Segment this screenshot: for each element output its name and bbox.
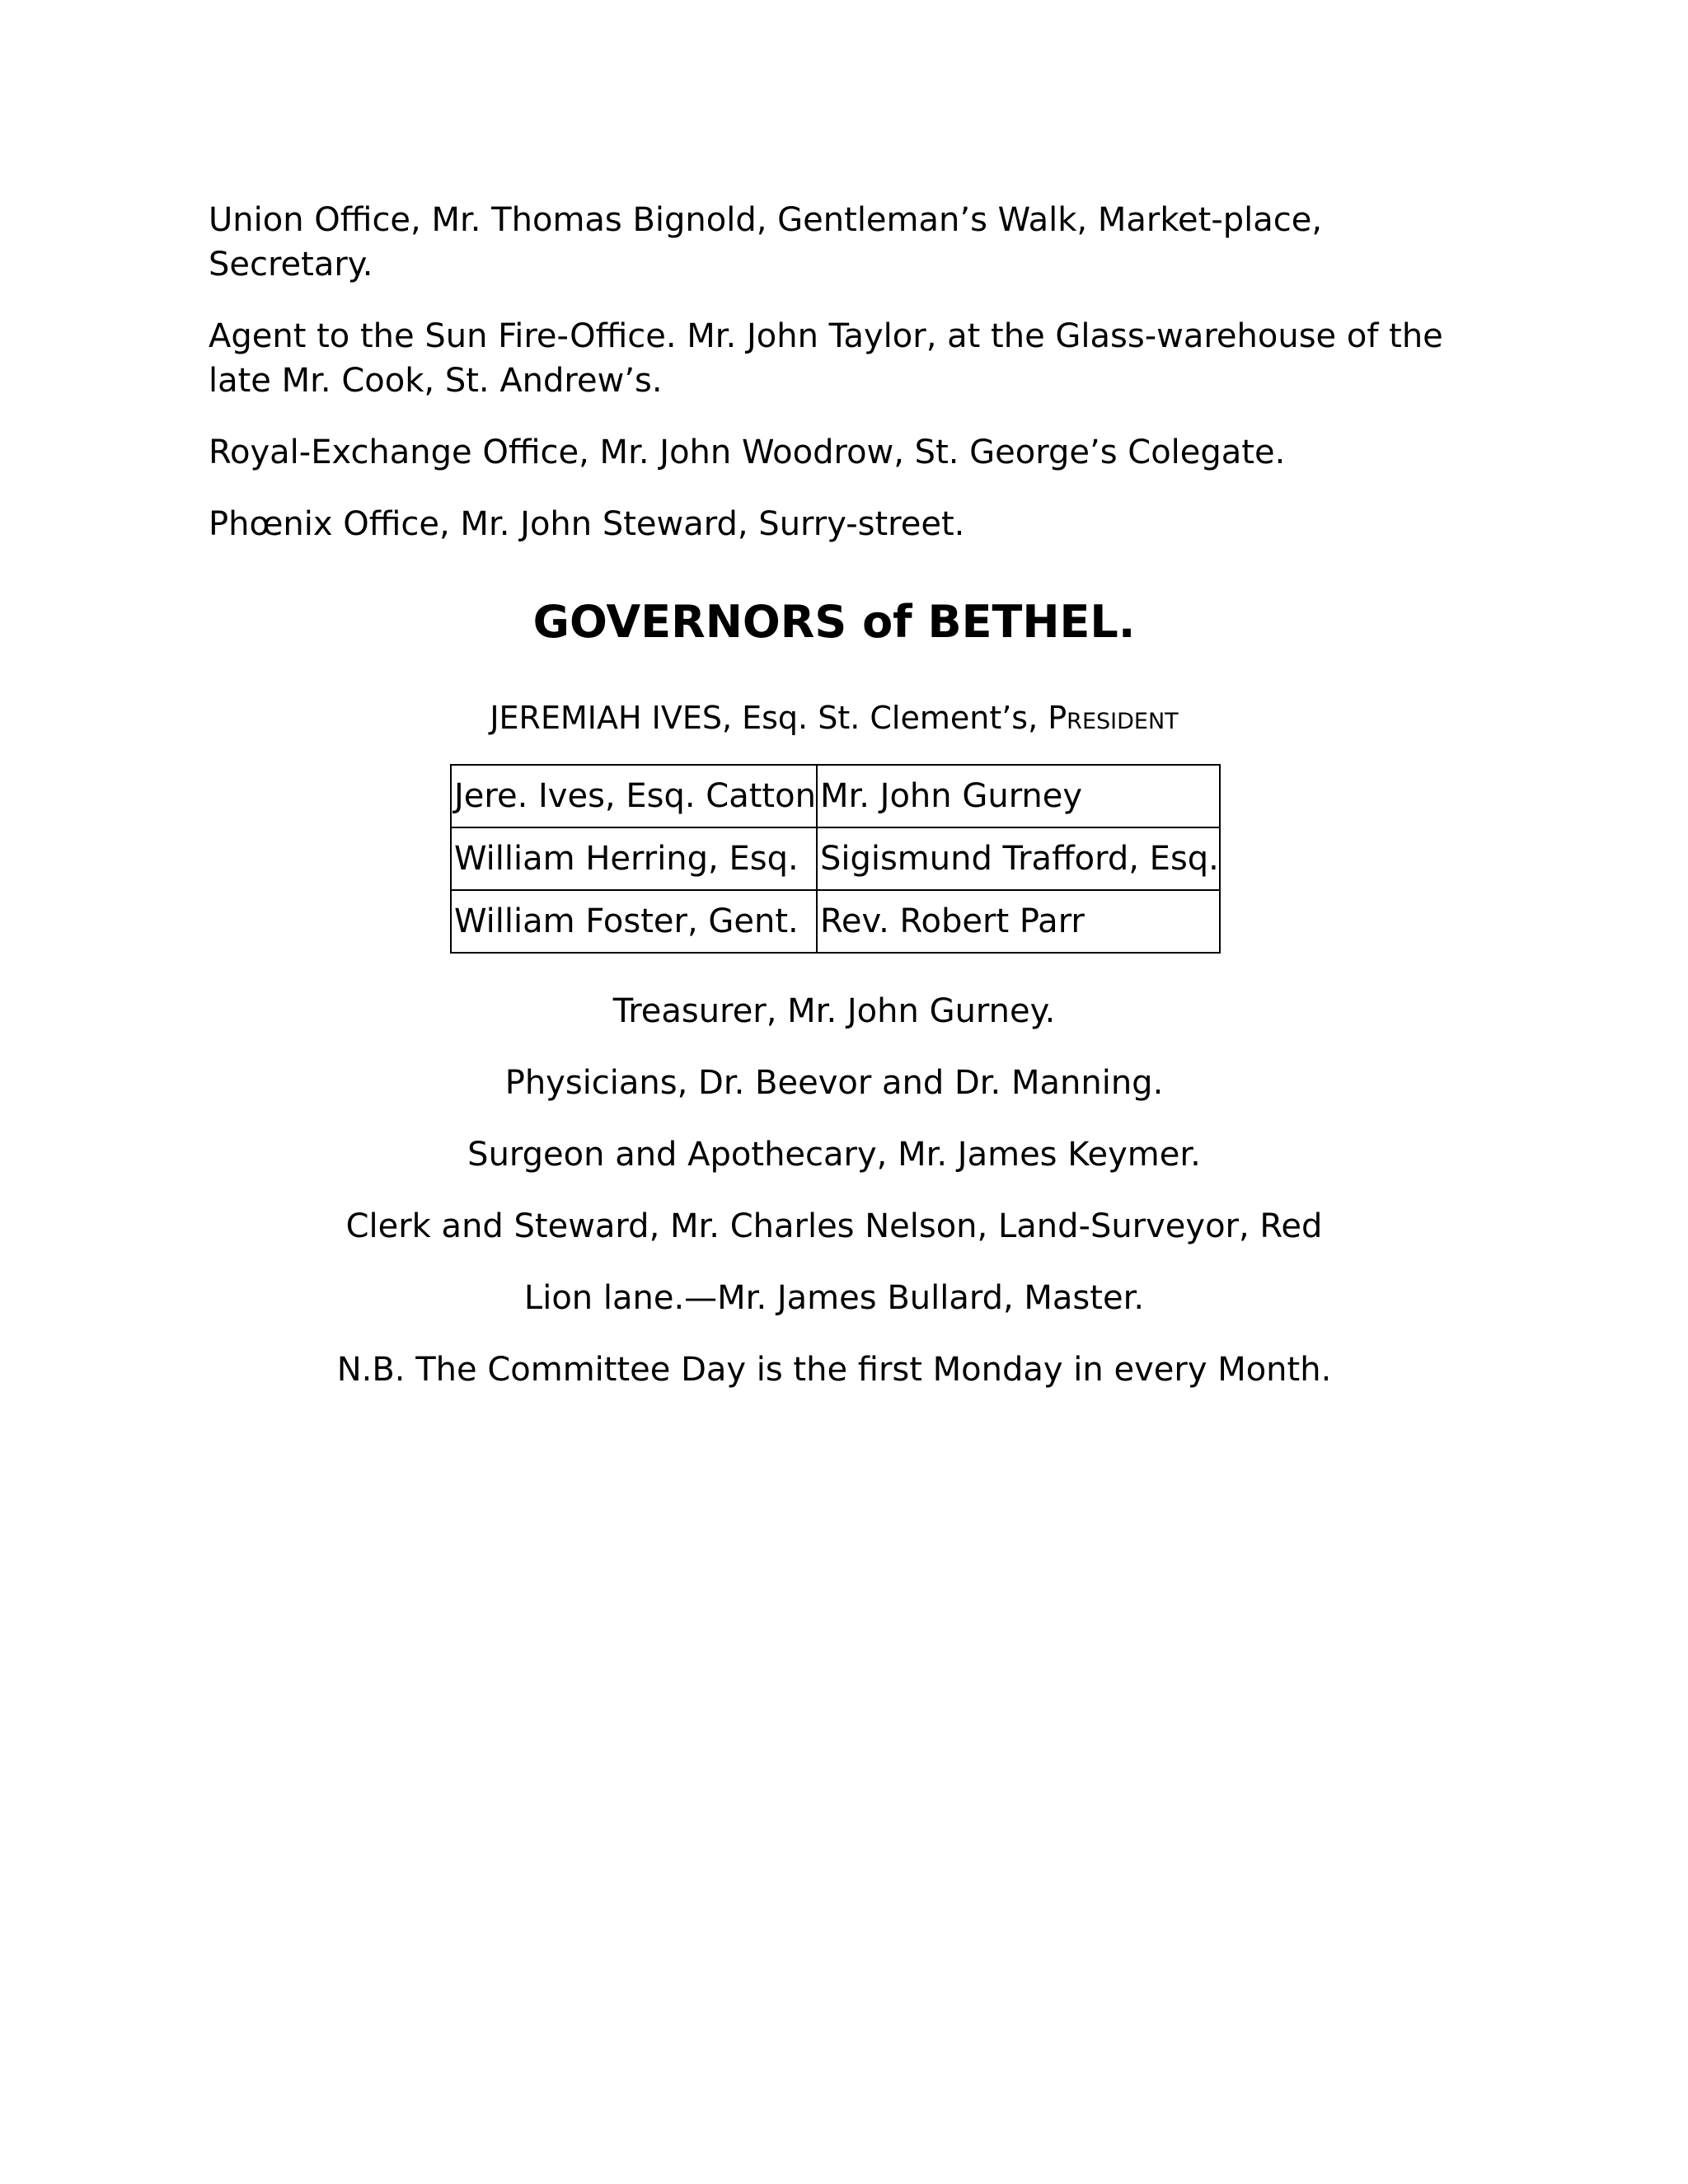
committee-day-note: N.B. The Committee Day is the first Monday in every Month. <box>336 1351 1332 1389</box>
sun-fire-office-entry: Agent to the Sun Fire-Office. Mr. John Taylor, at the Glass-warehouse of the late Mr. Cook, St. Andrew’s. <box>209 317 1443 400</box>
governors-heading: GOVERNORS of BETHEL. <box>532 596 1136 648</box>
royal-exchange-office-entry: Royal-Exchange Office, Mr. John Woodrow, St. George’s Colegate. <box>209 434 1286 471</box>
governors-table <box>450 764 1221 954</box>
table-row <box>451 890 1220 953</box>
table-cell: William Herring, Esq. <box>451 827 817 890</box>
table-row <box>451 765 1220 827</box>
union-office-entry: Union Office, Mr. Thomas Bignold, Gentleman’s Walk, Market-place, Secretary. <box>209 201 1323 284</box>
treasurer-line: Treasurer, Mr. John Gurney. <box>612 992 1056 1030</box>
master-line: Lion lane.—Mr. James Bullard, Master. <box>523 1279 1145 1317</box>
physicians-line: Physicians, Dr. Beevor and Dr. Manning. <box>504 1064 1164 1102</box>
table-cell: Mr. John Gurney <box>817 765 1220 827</box>
president-title: President <box>1048 700 1179 736</box>
table-cell: William Foster, Gent. <box>451 890 817 953</box>
phoenix-office-entry: Phœnix Office, Mr. John Steward, Surry-street. <box>209 505 965 543</box>
president-line <box>0 697 1668 738</box>
table-cell: Sigismund Trafford, Esq. <box>817 827 1220 890</box>
president-name: JEREMIAH IVES, Esq. St. Clement’s, <box>490 700 1048 736</box>
clerk-steward-line: Clerk and Steward, Mr. Charles Nelson, Land-Surveyor, Red <box>345 1207 1323 1245</box>
table-cell: Rev. Robert Parr <box>817 890 1220 953</box>
table-cell: Jere. Ives, Esq. Catton <box>451 765 817 827</box>
table-row <box>451 827 1220 890</box>
surgeon-line: Surgeon and Apothecary, Mr. James Keymer. <box>467 1136 1201 1174</box>
